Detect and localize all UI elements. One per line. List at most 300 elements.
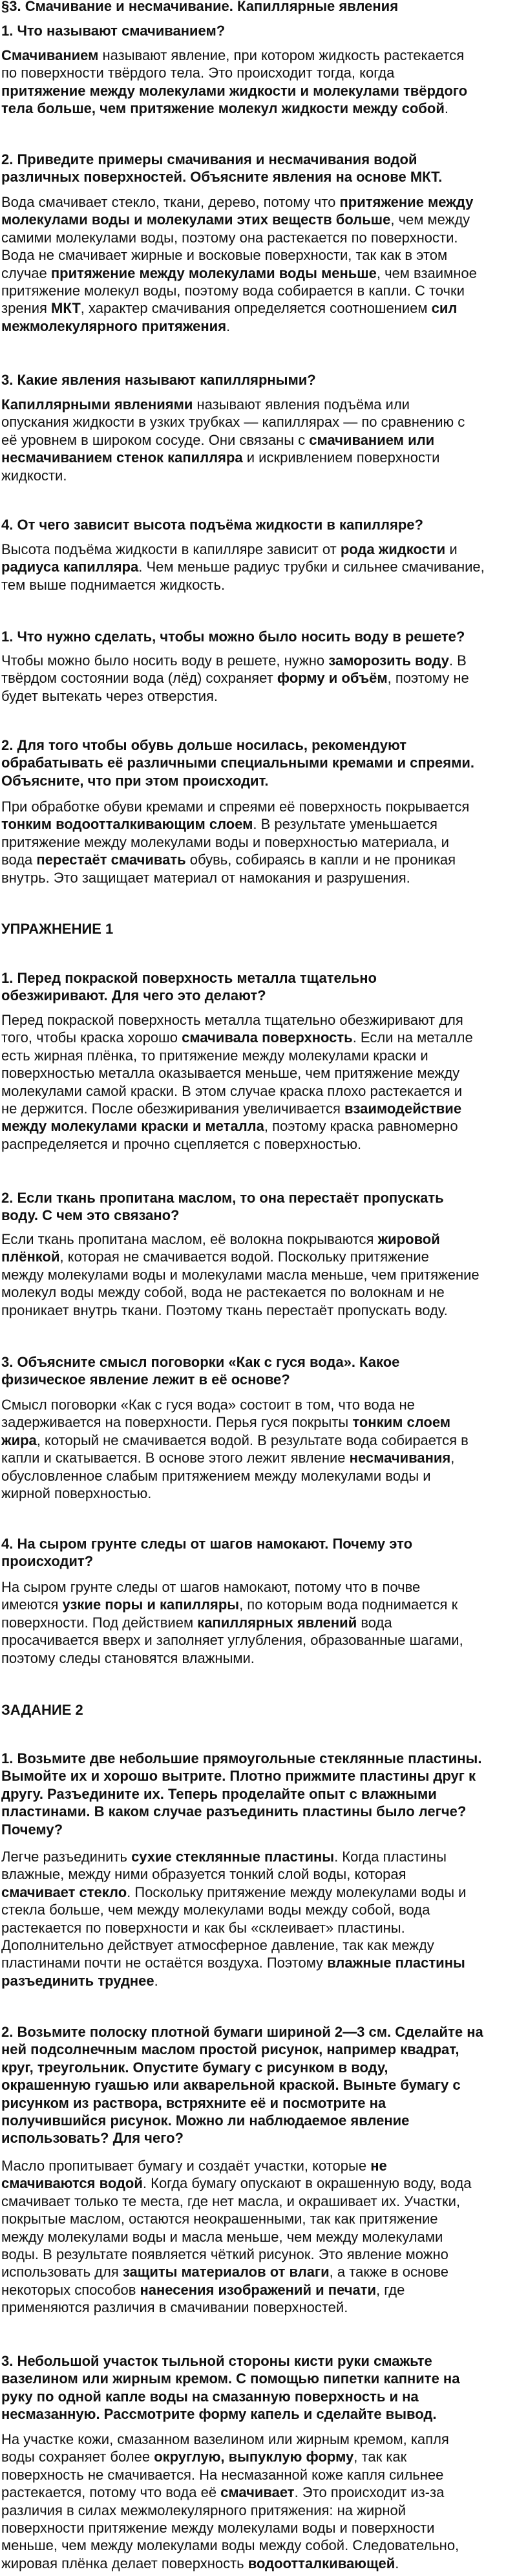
text-line — [1, 1937, 516, 1954]
text-segment: называют явления подъёма или — [193, 396, 410, 413]
bold-term: влажные пластины — [327, 1955, 465, 1971]
text-segment: покрытые маслом, остаются неокрашенными, так как притяжение — [1, 2211, 438, 2227]
text-segment: . Чем меньше радиус трубки и сильнее смачивание, — [138, 559, 485, 575]
text-line — [1, 687, 516, 705]
text-segment: При обработке обуви кремами и спреями её поверхность покрывается — [1, 799, 470, 815]
text-segment: будет вытекать через отверстия. — [1, 687, 218, 704]
text-segment: . В результате уменьшается — [253, 816, 438, 833]
text-segment: тем выше поднимается жидкость. — [1, 576, 226, 593]
text-segment: руку по одной капле воды на смазанную поверхность и на — [1, 2388, 419, 2405]
text-line — [1, 2094, 516, 2112]
text-segment: , чем взаимное — [376, 264, 477, 281]
text-line — [1, 2157, 516, 2174]
text-line — [1, 969, 516, 987]
text-line — [1, 628, 516, 645]
text-segment: §3. Смачивание и несмачивание. Капиллярные явления — [1, 0, 399, 14]
text-line — [1, 541, 516, 558]
text-segment: Чтобы можно было носить воду в решете, нужно — [1, 652, 329, 669]
answer-paragraph — [1, 2431, 516, 2572]
text-segment: рисунком из раствора, встряхните её и посмотрите на — [1, 2094, 386, 2111]
text-line — [1, 1302, 516, 1319]
text-segment: . Когда пластины — [334, 1849, 447, 1865]
text-segment: воду. С чем это связано? — [1, 1207, 180, 1224]
bold-term: тонким слоем — [352, 1414, 451, 1431]
text-line — [1, 82, 516, 100]
question-heading — [1, 1535, 516, 1571]
question-heading — [1, 1189, 516, 1225]
text-segment: поверхности. Под действием — [1, 1614, 198, 1631]
text-line — [1, 1578, 516, 1596]
text-line — [1, 1821, 516, 1838]
text-segment: жидкости. — [1, 467, 67, 484]
text-segment: , которая не смачивается водой. Поскольку притяжение — [59, 1249, 429, 1265]
text-line — [1, 1283, 516, 1301]
bold-term: притяжение между — [339, 194, 474, 210]
text-segment: На участке кожи, смазанном вазелином или жирным кремом, капля — [1, 2431, 449, 2447]
text-segment: стекла больше, чем между молекулами воды между собой, вода — [1, 1902, 430, 1918]
text-segment: обусловленное слабым притяжением между молекулами воды и — [1, 1467, 431, 1484]
text-segment: распределяется и прочно сцепляется с поверхностью. — [1, 1135, 362, 1152]
bold-term: заморозить воду — [328, 652, 449, 669]
text-line — [1, 1614, 516, 1631]
bold-term: смачивала поверхность — [182, 1029, 353, 1046]
text-line — [1, 2246, 516, 2263]
text-line — [1, 2431, 516, 2448]
text-segment: другу. Разъедините их. Теперь проделайте опыт с влажными — [1, 1785, 437, 1802]
text-segment: . — [395, 2555, 399, 2571]
text-line — [1, 0, 516, 15]
text-segment: различия в силах межмолекулярного притяжения: на жирной — [1, 2502, 406, 2518]
text-segment: задерживается на поверхности. Перья гуся покрыты — [1, 1414, 353, 1431]
text-segment: обезжиривают. Для чего это делают? — [1, 987, 266, 1004]
text-segment: . Поскольку притяжение между молекулами воды и — [127, 1884, 467, 1900]
text-line — [1, 193, 516, 211]
text-segment: внутрь. Это защищает материал от намокания и разрушения. — [1, 869, 410, 886]
bold-term: водоотталкивающей — [248, 2555, 396, 2571]
text-line — [1, 2555, 516, 2572]
text-line — [1, 168, 516, 186]
text-line — [1, 1117, 516, 1135]
text-segment: . Это происходит из-за — [294, 2484, 445, 2501]
text-segment: На сыром грунте следы от шагов намокают, потому что в почве — [1, 1579, 421, 1595]
text-segment: , поэтому не — [387, 670, 469, 687]
text-segment: и — [445, 541, 458, 557]
bold-term: смачивает стекло — [1, 1884, 127, 1900]
text-segment: ней подсолнечным маслом простой рисунок, например квадрат, — [1, 2041, 459, 2058]
text-line — [1, 1248, 516, 1265]
text-line — [1, 736, 516, 754]
text-line — [1, 1865, 516, 1883]
text-line — [1, 1047, 516, 1064]
question-heading — [1, 628, 516, 645]
text-line — [1, 229, 516, 246]
text-line — [1, 2112, 516, 2129]
text-segment: ЗАДАНИЕ 2 — [1, 1702, 83, 1718]
text-line — [1, 669, 516, 687]
text-segment: молекул воды между собой, вода не растекается по волокнам и не — [1, 1284, 445, 1301]
answer-paragraph — [1, 396, 516, 484]
text-segment: её уровнем в широком сосуде. Они связаны с — [1, 431, 310, 448]
text-line — [1, 2299, 516, 2316]
text-line — [1, 2519, 516, 2537]
text-line — [1, 211, 516, 228]
text-segment: не держится. После обезжиривания увеличивается — [1, 1100, 344, 1117]
text-segment: Вода не смачивает жирные и восковые поверхности, так как в этом — [1, 247, 448, 264]
text-line — [1, 1266, 516, 1283]
text-segment: Смысл поговорки «Как с гуся вода» состоит в том, что вода не — [1, 1397, 415, 1413]
text-line — [1, 1082, 516, 1100]
text-segment: получившийся рисунок. Можно ли наблюдаемое явление — [1, 2112, 410, 2129]
text-line — [1, 987, 516, 1004]
answer-paragraph — [1, 798, 516, 886]
text-segment: использовать? Для чего? — [1, 2130, 184, 2147]
text-segment: 1. Возьмите две небольшие прямоугольные стеклянные пластины. — [1, 1750, 482, 1766]
text-line — [1, 264, 516, 282]
text-segment: поэтому следы становятся влажными. — [1, 1649, 255, 1666]
text-line — [1, 851, 516, 868]
text-line — [1, 1848, 516, 1865]
question-heading — [1, 151, 516, 186]
question-heading — [1, 920, 516, 938]
text-segment: жирной поверхностью. — [1, 1485, 152, 1501]
text-segment: , по которым вода поднимается к — [239, 1596, 458, 1613]
text-line — [1, 1649, 516, 1667]
text-segment: 4. От чего зависит высота подъёма жидкости в капилляре? — [1, 517, 423, 533]
bold-term: смачиванием или — [309, 431, 435, 448]
text-line — [1, 1803, 516, 1820]
text-line — [1, 1750, 516, 1767]
answer-paragraph — [1, 2157, 516, 2317]
text-line — [1, 2023, 516, 2041]
text-line — [1, 798, 516, 815]
text-segment: обувь, собираясь в капли и не проникая — [185, 852, 456, 868]
text-line — [1, 652, 516, 669]
text-line — [1, 1972, 516, 1990]
text-line — [1, 1485, 516, 1502]
text-segment: . Когда бумагу опускают в окрашенную воду, вода — [142, 2175, 472, 2192]
text-line — [1, 2388, 516, 2405]
bold-term: притяжение между молекулами воды меньше — [50, 264, 377, 281]
text-segment: влажные, между ними образуется тонкий слой воды, которая — [1, 1866, 406, 1883]
text-segment: жировая плёнка делает поверхность — [1, 2555, 248, 2571]
text-line — [1, 2281, 516, 2299]
bold-term: несмачиванием стенок капилляра — [1, 449, 243, 466]
text-segment: вода — [357, 1614, 392, 1631]
text-segment: вазелином или жирным кремом. С помощью пипетки капните на — [1, 2370, 460, 2387]
text-segment: применяются различия в смачивании поверхностей. — [1, 2299, 348, 2316]
text-segment: . — [154, 1972, 158, 1989]
text-segment: 2. Если ткань пропитана маслом, то она перестаёт пропускать — [1, 1190, 444, 1206]
bold-term: между молекулами краски и металла — [1, 1118, 264, 1135]
text-line — [1, 1767, 516, 1785]
text-line — [1, 2076, 516, 2094]
text-line — [1, 1631, 516, 1649]
text-segment: меньше, чем между молекулами воды между собой. Следовательно, — [1, 2537, 459, 2554]
text-line — [1, 2228, 516, 2246]
text-line — [1, 2059, 516, 2076]
bold-term: МКТ — [51, 300, 81, 317]
text-line — [1, 754, 516, 771]
text-line — [1, 1552, 516, 1570]
text-line — [1, 151, 516, 168]
text-segment: 3. Объясните смысл поговорки «Как с гуся вода». Какое — [1, 1354, 400, 1370]
answer-paragraph — [1, 47, 516, 118]
text-line — [1, 47, 516, 64]
text-segment: Масло пропитывает бумагу и создаёт участки, которые — [1, 2158, 371, 2174]
answer-paragraph — [1, 541, 516, 594]
text-segment: 1. Что нужно сделать, чтобы можно было носить воду в решете? — [1, 628, 465, 645]
text-line — [1, 2405, 516, 2423]
text-line — [1, 1432, 516, 1449]
bold-term: смачивает — [220, 2484, 295, 2501]
text-line — [1, 413, 516, 431]
text-line — [1, 449, 516, 466]
text-segment: поверхности притяжение между молекулами воды и поверхности — [1, 2519, 435, 2536]
question-heading — [1, 1353, 516, 1389]
text-segment: по поверхности твёрдого тела. Это происходит тогда, когда — [1, 65, 395, 81]
text-line — [1, 1064, 516, 1082]
text-segment: 2. Возьмите полоску плотной бумаги шириной 2—3 см. Сделайте на — [1, 2024, 483, 2040]
text-segment: различных поверхностей. Объясните явления на основе МКТ. — [1, 169, 443, 186]
text-line — [1, 282, 516, 299]
text-line — [1, 1449, 516, 1466]
text-segment: . — [444, 100, 448, 117]
text-line — [1, 1207, 516, 1224]
text-segment: имеются — [1, 1596, 63, 1613]
text-segment: притяжение молекул воды, поэтому вода собирается в капли. С точки — [1, 282, 465, 299]
text-line — [1, 1135, 516, 1153]
text-segment: , где — [376, 2281, 405, 2298]
text-segment: . Если на металле — [352, 1029, 473, 1046]
text-segment: пластинами почти не остаётся воздуха. Поэтому — [1, 1955, 328, 1971]
text-line — [1, 299, 516, 317]
question-heading — [1, 371, 516, 389]
text-segment: некоторых способов — [1, 2281, 140, 2298]
text-line — [1, 1954, 516, 1971]
bold-term: взаимодействие — [344, 1100, 462, 1117]
text-segment: Вымойте их и хорошо вытрите. Плотно прижмите пластины друг к — [1, 1768, 476, 1785]
text-line — [1, 371, 516, 389]
text-segment: 3. Небольшой участок тыльной стороны кисти руки смажьте — [1, 2353, 432, 2369]
answer-paragraph — [1, 1230, 516, 1319]
text-segment: Если ткань пропитана маслом, её волокна покрываются — [1, 1231, 378, 1247]
bold-term: капиллярных явлений — [197, 1614, 357, 1631]
text-segment: вода — [1, 852, 37, 868]
text-segment: воды сохраняет более — [1, 2449, 154, 2465]
text-line — [1, 516, 516, 533]
answer-paragraph — [1, 1011, 516, 1153]
text-segment: есть жирная плёнка, то притяжение между молекулами краски и — [1, 1047, 428, 1064]
bold-term: плёнкой — [1, 1249, 60, 1265]
text-segment: пластинами. В каком случае разъединить пластины было легче? — [1, 1803, 467, 1820]
bold-term: жира — [1, 1432, 37, 1448]
text-segment: обрабатывать её различными специальными кремами и спреями. — [1, 755, 475, 771]
page-title — [1, 0, 516, 15]
text-segment: поверхностью металла оказывается меньше, чем притяжение между — [1, 1065, 460, 1082]
question-heading — [1, 736, 516, 789]
text-segment: круг, треугольник. Опустите бумагу с рисунком в воду, — [1, 2059, 388, 2076]
bold-term: притяжение между молекулами жидкости и молекулами твёрдого — [1, 82, 468, 99]
text-segment: Объясните, что при этом происходит. — [1, 772, 269, 789]
text-line — [1, 1230, 516, 1248]
text-line — [1, 100, 516, 117]
text-segment: проникает внутрь ткани. Поэтому ткань перестаёт пропускать воду. — [1, 1302, 448, 1318]
text-segment: , так как — [353, 2449, 407, 2465]
text-line — [1, 2537, 516, 2554]
text-line — [1, 1189, 516, 1207]
text-segment: Почему? — [1, 1821, 63, 1838]
bold-term: тела больше, чем притяжение молекул жидкости между собой — [1, 100, 445, 117]
text-line — [1, 2466, 516, 2484]
text-line — [1, 467, 516, 484]
text-line — [1, 2352, 516, 2370]
answer-paragraph — [1, 193, 516, 335]
text-segment: твёрдом состоянии вода (лёд) сохраняет — [1, 670, 277, 687]
text-segment: 4. На сыром грунте следы от шагов намокают. Почему это — [1, 1536, 413, 1552]
bold-term: жировой — [377, 1231, 440, 1247]
bold-term: межмолекулярного притяжения — [1, 317, 227, 334]
text-line — [1, 772, 516, 789]
text-segment: между молекулами воды и масла меньше, чем между молекулами — [1, 2228, 443, 2245]
text-line — [1, 1011, 516, 1029]
bold-term: тонким водоотталкивающим слоем — [1, 816, 253, 833]
bold-term: Капиллярными явлениями — [1, 396, 193, 413]
text-segment: самими молекулами воды, поэтому она растекается по поверхности. — [1, 229, 458, 246]
bold-term: сухие стеклянные пластины — [131, 1849, 335, 1865]
text-line — [1, 2193, 516, 2210]
bold-term: перестаёт смачивать — [36, 852, 186, 868]
answer-paragraph — [1, 652, 516, 705]
text-line — [1, 1467, 516, 1485]
text-line — [1, 2484, 516, 2501]
text-segment: 2. Приведите примеры смачивания и несмачивания водой — [1, 151, 417, 167]
text-segment: Дополнительно действует атмосферное давление, так как между — [1, 1937, 434, 1953]
text-segment: 1. Перед покраской поверхность металла тщательно — [1, 970, 377, 986]
bold-term: узкие поры и капилляры — [62, 1596, 240, 1613]
text-line — [1, 576, 516, 594]
question-heading — [1, 1701, 516, 1719]
question-heading — [1, 516, 516, 533]
text-segment: , а также в основе — [329, 2264, 449, 2281]
answer-paragraph — [1, 1396, 516, 1502]
text-line — [1, 1396, 516, 1413]
text-segment: . В — [448, 652, 467, 669]
text-segment: воды. В результате появляется чёткий рисунок. Это явление можно — [1, 2246, 448, 2262]
text-line — [1, 2210, 516, 2227]
text-segment: , который не смачивается водой. В результате вода собирается в — [36, 1432, 469, 1448]
text-segment: несмазанную. Рассмотрите форму капель и сделайте вывод. — [1, 2406, 437, 2423]
text-segment: Перед покраской поверхность металла тщательно обезжиривают для — [1, 1012, 463, 1028]
text-line — [1, 833, 516, 851]
text-segment: просачивается вверх и заполняет углубления, образованные шагами, — [1, 1632, 463, 1649]
text-line — [1, 431, 516, 449]
bold-term: смачиваются водой — [1, 2175, 143, 2192]
text-segment: 1. Что называют смачиванием? — [1, 23, 226, 39]
text-line — [1, 1371, 516, 1388]
text-line — [1, 2502, 516, 2519]
text-segment: притяжение между молекулами воды и поверхностью материала, и — [1, 833, 449, 850]
text-segment: и искривлением поверхности — [242, 449, 440, 466]
text-segment: окрашенную гуашью или акварельной краской. Выньте бумагу с — [1, 2077, 461, 2094]
text-segment: УПРАЖНЕНИЕ 1 — [1, 921, 114, 937]
text-line — [1, 396, 516, 413]
text-line — [1, 920, 516, 938]
text-segment: Высота подъёма жидкости в капилляре зависит от — [1, 541, 341, 557]
text-segment: Легче разъединить — [1, 1849, 132, 1865]
answer-paragraph — [1, 1578, 516, 1667]
bold-term: сил — [431, 300, 458, 317]
text-line — [1, 1596, 516, 1613]
text-segment: между молекулами воды и молекулами масла меньше, чем притяжение — [1, 1266, 480, 1283]
text-segment: , поэтому краска равномерно — [264, 1118, 458, 1135]
text-segment: молекулами самой краски. В этом случае краска плохо растекается и — [1, 1082, 463, 1099]
text-segment: . — [226, 317, 231, 334]
text-line — [1, 2174, 516, 2192]
bold-term: радиуса капилляра — [1, 559, 139, 575]
text-segment: , — [450, 1450, 455, 1466]
bold-term: несмачивания — [349, 1450, 451, 1466]
text-line — [1, 2129, 516, 2147]
text-line — [1, 558, 516, 575]
text-line — [1, 2370, 516, 2387]
text-line — [1, 1413, 516, 1431]
text-segment: , характер смачивания определяется соотношением — [80, 300, 432, 317]
text-line — [1, 1029, 516, 1046]
text-segment: зрения — [1, 300, 52, 317]
text-segment: называют явление, при котором жидкость растекается — [98, 47, 465, 63]
text-segment: использовать для — [1, 2264, 123, 2281]
text-segment: физическое явление лежит в её основе? — [1, 1371, 290, 1388]
text-segment: , чем между — [390, 211, 470, 228]
bold-term: не — [370, 2158, 387, 2174]
text-line — [1, 1701, 516, 1719]
text-line — [1, 1100, 516, 1117]
text-line — [1, 869, 516, 886]
text-line — [1, 1535, 516, 1552]
text-line — [1, 1901, 516, 1918]
text-line — [1, 2041, 516, 2058]
text-line — [1, 246, 516, 264]
text-line — [1, 22, 516, 39]
question-heading — [1, 2023, 516, 2147]
text-segment: 3. Какие явления называют капиллярными? — [1, 372, 316, 388]
bold-term: округлую, выпуклую форму — [154, 2449, 354, 2465]
text-segment: 2. Для того чтобы обувь дольше носилась, рекомендуют — [1, 737, 406, 753]
bold-term: разъединить труднее — [1, 1972, 154, 1989]
bold-term: рода жидкости — [340, 541, 446, 557]
text-line — [1, 2448, 516, 2465]
text-segment: смачивает только те места, где нет масла, и окрашивает их. Участки, — [1, 2193, 460, 2209]
question-heading — [1, 1750, 516, 1838]
text-line — [1, 64, 516, 81]
text-line — [1, 2263, 516, 2281]
text-segment: случае — [1, 264, 51, 281]
bold-term: защиты материалов от влаги — [122, 2264, 330, 2281]
question-heading — [1, 22, 516, 39]
text-segment: Вода смачивает стекло, ткани, дерево, потому что — [1, 194, 340, 210]
text-line — [1, 1353, 516, 1371]
text-segment: того, чтобы краска хорошо — [1, 1029, 182, 1046]
bold-term: молекулами воды и молекулами этих веществ больше — [1, 211, 391, 228]
text-segment: поверхность не смачивается. На несмазанной коже капля сильнее — [1, 2466, 444, 2483]
text-segment: опускания жидкости в узких трубках — капиллярах — по сравнению с — [1, 414, 465, 431]
text-line — [1, 1884, 516, 1901]
text-segment: растекается по поверхности и как бы «склеивает» пластины. — [1, 1919, 405, 1936]
text-segment: капли и скатывается. В основе этого лежит явление — [1, 1450, 350, 1466]
answer-paragraph — [1, 1848, 516, 1990]
question-heading — [1, 2352, 516, 2423]
question-heading — [1, 969, 516, 1005]
